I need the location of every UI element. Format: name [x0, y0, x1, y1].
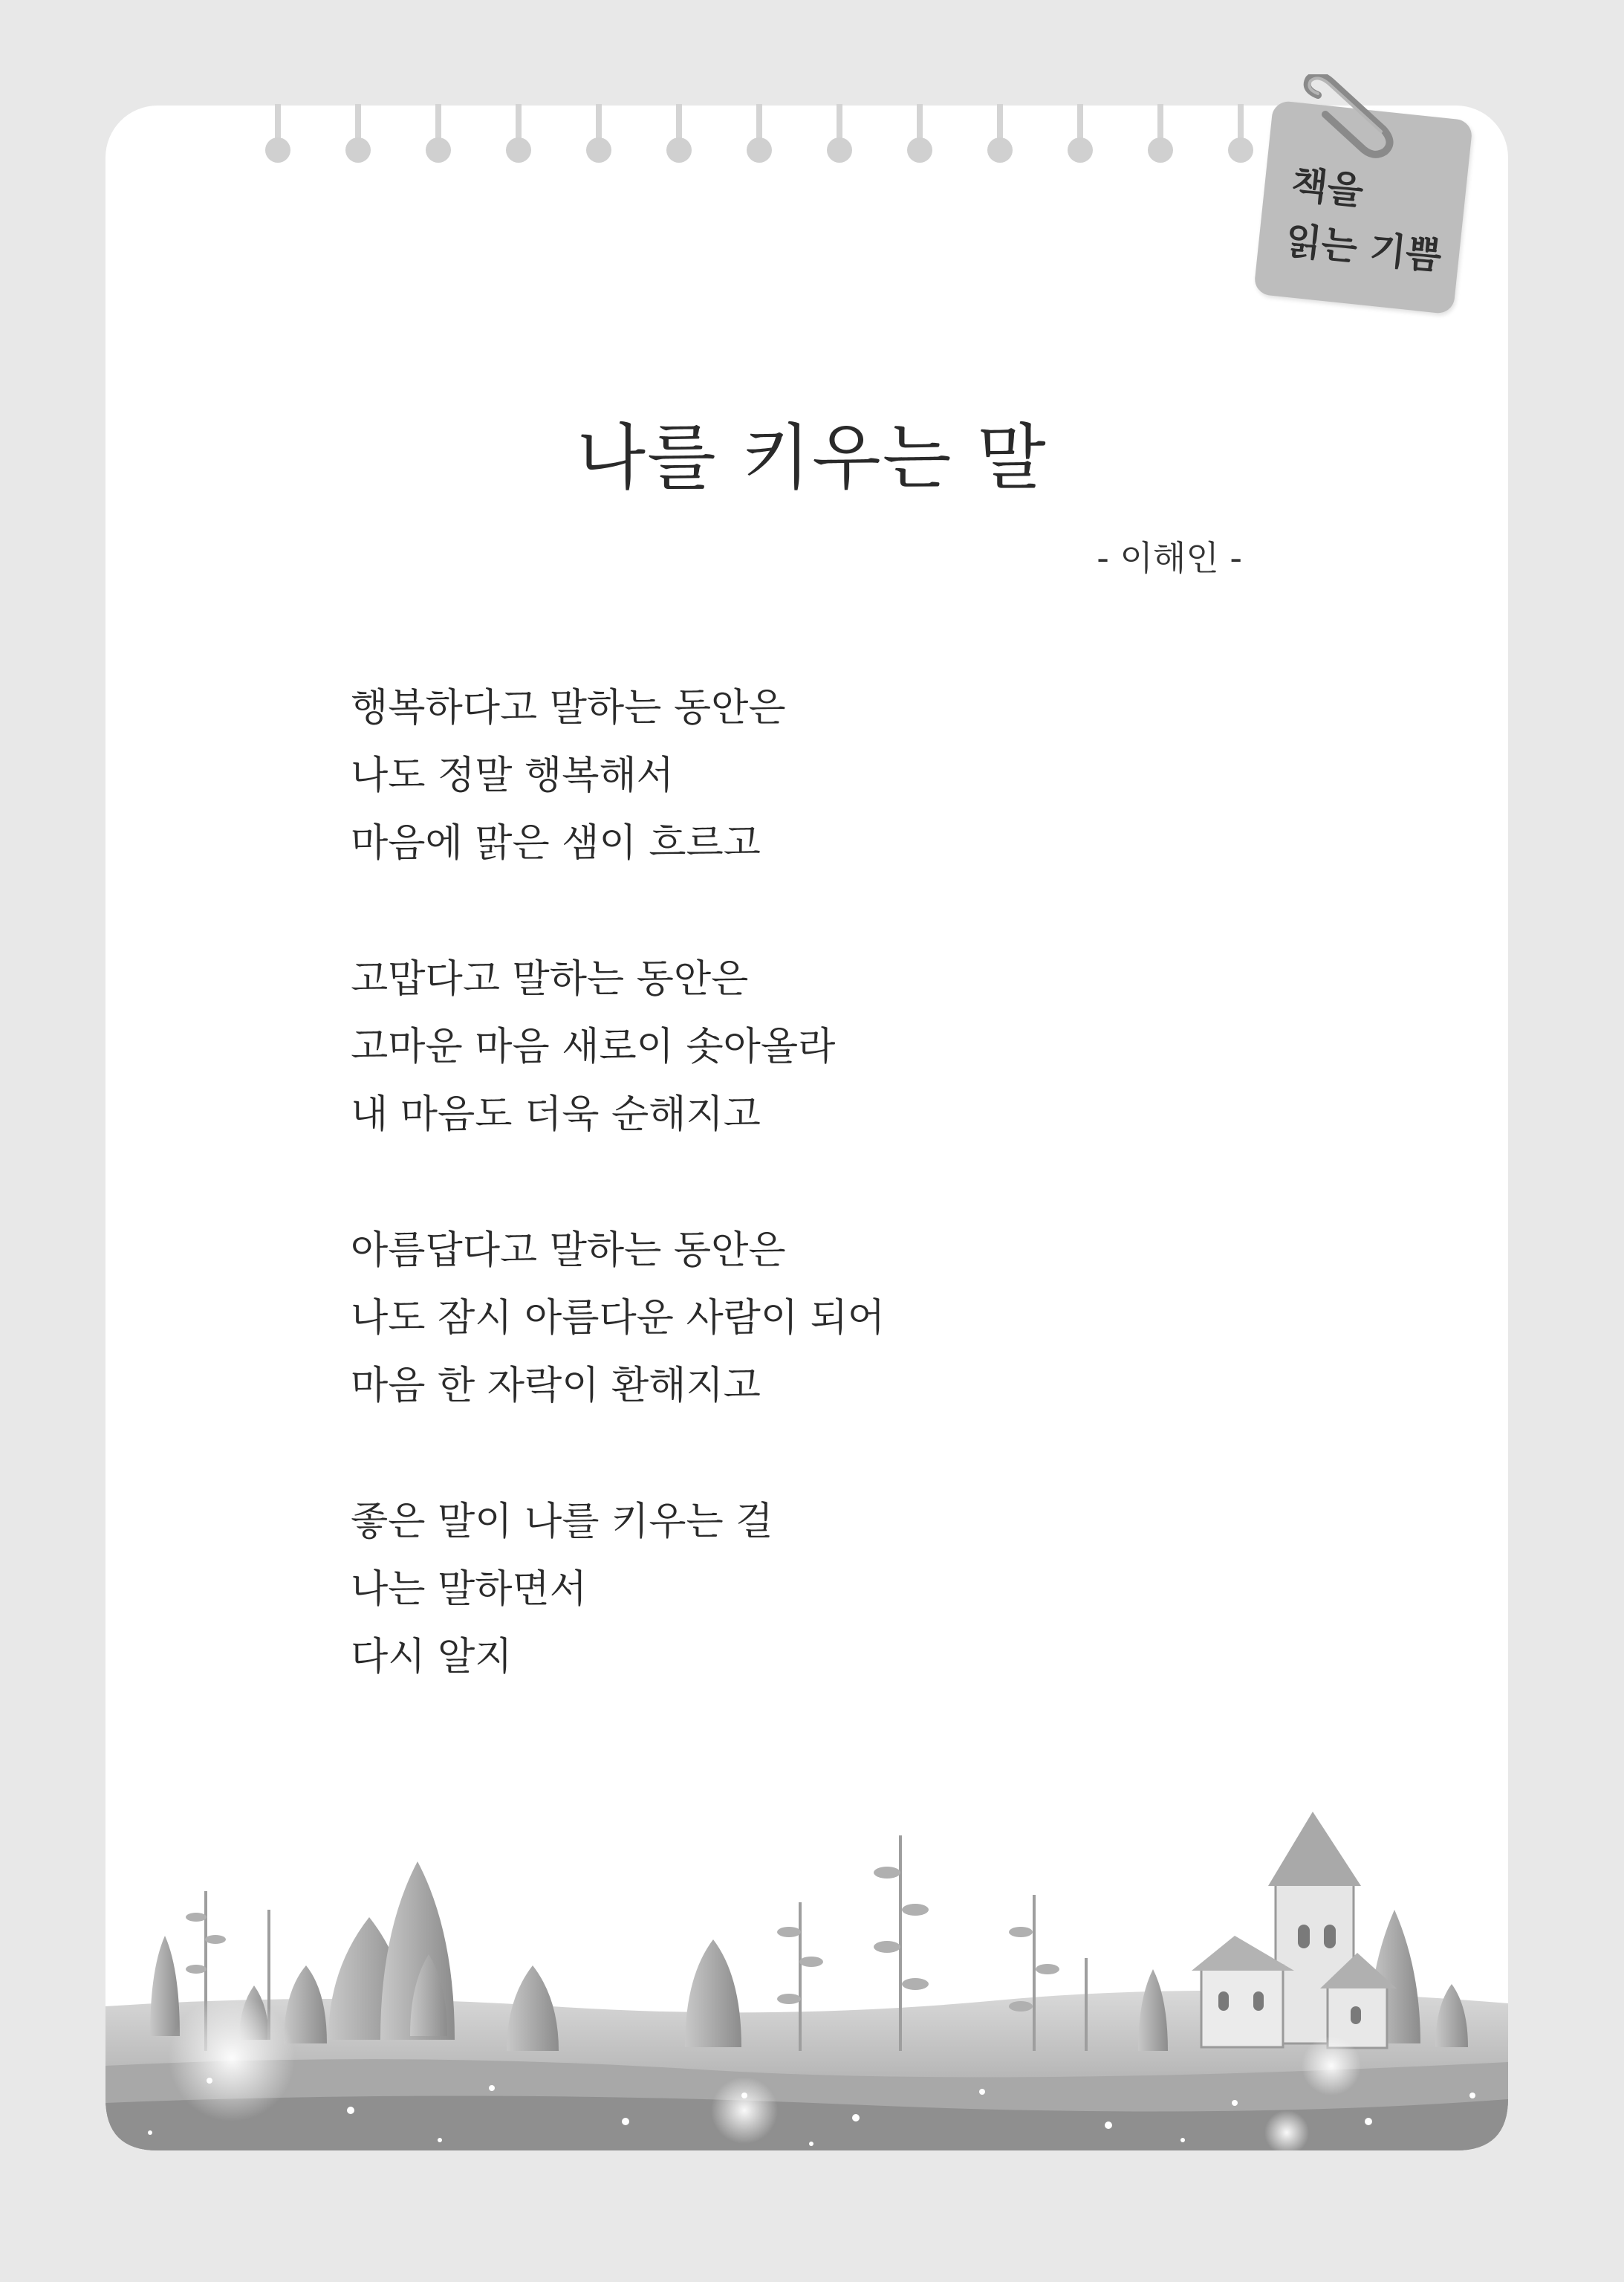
stanza-1	[351, 675, 885, 878]
poem-line: 고맙다고 말하는 동안은	[351, 957, 749, 1002]
poem-body	[351, 675, 885, 1760]
poem-line: 고마운 마음 새로이 솟아올라	[351, 1025, 836, 1069]
poem-line: 마음 한 자락이 환해지고	[351, 1364, 761, 1408]
village-meadow-illustration	[105, 1783, 1508, 2150]
poem-author: - 이해인 -	[1097, 538, 1242, 578]
poem-title: 나를 키우는 말	[576, 416, 1048, 499]
poem-line: 행복하다고 말하는 동안은	[351, 686, 786, 730]
poem-line: 다시 알지	[351, 1635, 513, 1679]
poem-line: 나는 말하면서	[351, 1567, 587, 1612]
tag-line-2: 읽는 기쁨	[1283, 218, 1444, 279]
stanza-4	[351, 1488, 885, 1691]
poem-line: 마음에 맑은 샘이 흐르고	[351, 821, 761, 866]
tag-label	[1283, 156, 1450, 285]
poem-line: 내 마음도 더욱 순해지고	[351, 1092, 761, 1137]
poem-line: 나도 정말 행복해서	[351, 753, 674, 798]
tag-line-1: 책을	[1289, 162, 1365, 213]
stanza-2	[351, 946, 885, 1149]
poem-line: 아름답다고 말하는 동안은	[351, 1228, 786, 1273]
stanza-3	[351, 1217, 885, 1420]
poem-line: 좋은 말이 나를 키우는 걸	[351, 1500, 773, 1544]
paperclip-icon	[1296, 74, 1407, 163]
poem-line: 나도 잠시 아름다운 사람이 되어	[351, 1296, 886, 1341]
